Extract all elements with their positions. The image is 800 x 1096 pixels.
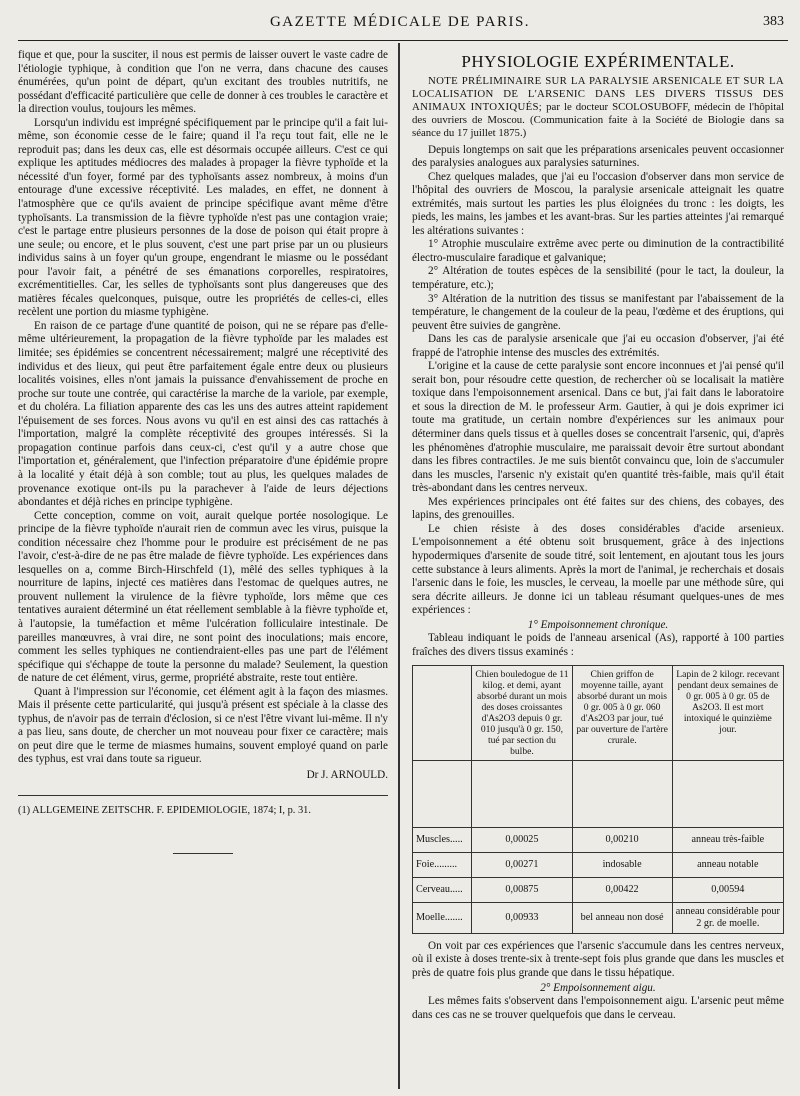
paragraph: fique et que, pour la susciter, il nous est permis de laisser ouvert le vaste cadre de l'étiologie typhique, à condition que l'on ne verra, dans chacune des causes énumérées, qu'un point de départ, qu'un excitant des troubles nutritifs, ne possédant d'efficacité particulière que celle de donner à ces troubles le caractère et la direction voulus, toujours les mêmes. xyxy=(18,49,388,116)
subheading-chronic: 1° Empoisonnement chronique. xyxy=(527,618,669,631)
arsenic-table xyxy=(412,665,784,934)
paragraph: 3° Altération de la nutrition des tissus se manifestant par l'abaissement de la température, le changement de la couleur de la peau, l'œdème et des éruptions, qui peuvent être suivies de gangrène. xyxy=(412,292,784,332)
table-row xyxy=(413,853,784,878)
table-header-dog-bulldog: Chien bouledogue de 11 kilog. et demi, ayant absorbé durant un mois des doses croissantes d'As2O3 depuis 0 gr. 010 jusqu'à 0 gr. 150, tué par section du bulbe. xyxy=(472,666,572,761)
table-row xyxy=(413,828,784,853)
note-author: par le docteur SCOLOSUBOFF, médecin de l'hôpital des ouvriers de Moscou. (Communication faite à la Société de Biologie dans sa séance du 17 juillet 1875.) xyxy=(412,100,784,139)
paragraph: 2° Altération de toutes espèces de la sensibilité (pour le tact, la douleur, la température, etc.); xyxy=(412,265,784,292)
cell: anneau très-faible xyxy=(672,828,783,853)
paragraph: Dans les cas de paralysie arsenicale que j'ai eu occasion d'observer, j'ai été frappé de l'atrophie intense des muscles des extrémités. xyxy=(412,333,784,359)
table-spacer xyxy=(672,761,783,828)
note-title: NOTE PRÉLIMINAIRE SUR LA PARALYSIE ARSENICALE ET SUR LA LOCALISATION DE L'ARSENIC DANS LES DIVERS TISSUS DES ANIMAUX INTOXIQUÉS; xyxy=(412,74,784,113)
paragraph: Mes expériences principales ont été faites sur des chiens, des cobayes, des lapins, des grenouilles. xyxy=(412,495,784,522)
column-divider xyxy=(398,43,400,1089)
cell: 0,00210 xyxy=(572,828,672,853)
cell: 0,00025 xyxy=(472,828,572,853)
footnote: (1) ALLGEMEINE ZEITSCHR. F. EPIDEMIOLOGIE, 1874; I, p. 31. xyxy=(18,804,311,816)
paragraph: Chez quelques malades, que j'ai eu l'occasion d'observer dans mon service de l'hôpital des ouvriers de Moscou, la paralysie arsenicale atteignait les quatre extrémités, mais surtout les parties les plus éloignées du tronc : les doigts, les pieds, les mains, les jambes et les avant-bras. Sur les parties atteintes j'ai remarqué les altérations suivantes : xyxy=(412,170,784,237)
paragraph: Le chien résiste à des doses considérables d'acide arsenieux. L'empoisonnement a été obtenu soit brusquement, grâce à des injections hypodermiques d'arsenite de soude titré, soit lentement, en ajoutant tous les jours cette substance à leurs aliments. Après la mort de l'animal, je recherchais et dosais l'arsenic dans le foie, les muscles, le cerveau, la moelle par une méthode sûre, qui sera décrite ailleurs. Je donne ici un tableau résumant quelques-unes de mes expériences : xyxy=(412,522,784,617)
row-label: Foie......... xyxy=(413,853,472,878)
paragraph: Les mêmes faits s'observent dans l'empoisonnement aigu. L'arsenic peut même dans ces cas ne se trouver quelquefois que dans le cerveau. xyxy=(412,995,784,1021)
table-intro: Tableau indiquant le poids de l'anneau arsenical (As), rapporté à 100 parties fraîches des divers tissus examinés : xyxy=(412,632,784,658)
header-rule xyxy=(18,40,788,41)
cell: bel anneau non dosé xyxy=(572,903,672,934)
table-row xyxy=(413,903,784,934)
row-label: Moelle....... xyxy=(413,903,472,934)
table-spacer xyxy=(572,761,672,828)
cell: anneau considérable pour 2 gr. de moelle. xyxy=(672,903,783,934)
table-spacer xyxy=(472,761,572,828)
note-heading xyxy=(412,75,784,140)
section-title: PHYSIOLOGIE EXPÉRIMENTALE. xyxy=(461,52,735,71)
cell: 0,00271 xyxy=(472,853,572,878)
cell: 0,00422 xyxy=(572,878,672,903)
cell: 0,00933 xyxy=(472,903,572,934)
end-rule xyxy=(173,853,233,854)
cell: anneau notable xyxy=(672,853,783,878)
row-label: Cerveau..... xyxy=(413,878,472,903)
left-column xyxy=(18,49,388,854)
paragraph: 1° Atrophie musculaire extrême avec perte ou diminution de la contractibilité électro-musculaire faradique et galvanique; xyxy=(412,238,784,264)
paragraph: Quant à l'impression sur l'économie, cet élément agit à la façon des miasmes. Mais il présente cette particularité, qui jusqu'à présent est spéciale à la classe des typhus, de n'avoir pas de terrain d'éclosion, si ce n'est l'être vivant lui-même. Il n'y a pas lieu, sans doute, de chercher un mot nouveau pour fixer ce caractère; mais on peut dire que le terme de miasmes humains, souvent employé quand on parle des typhus, est vrai dans toute sa rigueur. xyxy=(18,685,388,766)
cell: 0,00875 xyxy=(472,878,572,903)
right-column xyxy=(412,49,784,1022)
paragraph: Lorsqu'un individu est imprégné spécifiquement par le principe qu'il a fait lui-même, son économie cesse de le faire; quand il l'a reçu tout fait, elle ne le reproduit pas; dans les deux cas, elle est désormais occupée ailleurs. C'est ce qui explique les aptitudes médiocres des malades à propager la fièvre typhoïde et la nécessité d'un foyer, formé par des typhoïsants assez nombreux, à moins d'un entourage d'une excessive réceptivité. Les malades, en effet, ne donnent à l'atmosphère que ce qu'ils avaient de principe spécifique avant même d'être typhoïsants. La transmission de la fièvre typhoïde n'est pas une contagion vraie; c'est le partage entre plusieurs personnes de la dose de poison qui était propre à une seule; ou encore, et le plus souvent, c'est une part prise par un ou plusieurs individus sains à un foyer qu'un groupe, engendrant le miasme ou le possédant pour l'avoir fait, a pénétré de ses émanations corporelles, respiratoires, excrémentitielles. Car, les selles de typhoïsants sont plus dangereuses que des matières fécales quelconques, puisque, outre les propriétés de celles-ci, elles recèlent une portion du miasme typhigène. xyxy=(18,116,388,319)
table-header-rabbit: Lapin de 2 kilogr. recevant pendant deux semaines de 0 gr. 005 à 0 gr. 05 de As2O3. Il est mort intoxiqué le quinzième jour. xyxy=(672,666,783,761)
paragraph: Cette conception, comme on voit, aurait quelque portée nosologique. Le principe de la fièvre typhoïde n'aurait rien de commun avec les virus, puisque la condition nécessaire chez l'homme pour le produire est précisément de ne pas l'avoir, c'est-à-dire de ne pas être malade de fièvre typhoïde. Les expériences dans lesquelles on a, comme Birch-Hirschfeld (1), mêlé des selles typhiques à la nourriture de lapins, injecté ces matières dans l'estomac de quelques autres, ne prouvent nullement la virulence de la fièvre typhoïde, lors même que ces tentatives auraient déterminé un état réellement semblable à la fièvre typhoïde et, à l'autopsie, la tuméfaction et même l'ulcération folliculaire intestinale. De pareilles manœuvres, à vrai dire, ne sont point des inoculations; mais encore, comment les selles typhiques ne contiendraient-elles pas une part de l'élément spécifique qui s'échappe de toute la personne du malade? Seulement, la question de nature de cet élément, virus, germe, propriété abstraite, reste tout entière. xyxy=(18,509,388,685)
cell: indosable xyxy=(572,853,672,878)
paragraph: En raison de ce partage d'une quantité de poison, qui ne se répare pas d'elle-même ultérieurement, la propagation de la fièvre typhoïde par les malades est limitée; ses épidémies se concentrent nécessairement; malgré une réceptivité des individus et des lieux, qui peut être parfaitement égale entre deux ou plusieurs localités voisines, elles n'ont jamais la puissance d'envahissement de proche en proche sur toute une contrée, qui caractérise la marche de la variole, par exemple, et du choléra. La filiation apparente des cas les uns des autres atteint rapidement l'épuisement de ses forces. Nous avons vu qu'il en est ainsi des cas rattachés à l'importation, malgré la complète réceptivité des groupes intéressés. Si la propagation continue parfois dans ceux-ci, c'est qu'il y a autre chose que l'importation et, généralement, que l'infection préparatoire d'une épidémie propre à la localité y était déjà à son comble; tout au plus, les quelques malades de provenance exotique ont-ils pu la parachever à l'aide de leurs déjections abondantes et déjà riches en principe typhigène. xyxy=(18,319,388,509)
paragraph: Depuis longtemps on sait que les préparations arsenicales peuvent occasionner des paralysies analogues aux paralysies saturnines. xyxy=(412,143,784,170)
paragraph: On voit par ces expériences que l'arsenic s'accumule dans les centres nerveux, où il existe à doses trente-six à trente-sept fois plus grande que dans les muscles et près de quatre fois plus grande que dans le tissu hépatique. xyxy=(412,939,784,980)
signature: Dr J. ARNOULD. xyxy=(306,768,388,781)
row-label: Muscles..... xyxy=(413,828,472,853)
paragraph: L'origine et la cause de cette paralysie sont encore inconnues et j'ai pensé qu'il serait bon, pour résoudre cette question, de rechercher où se localisait la matière toxique dans l'empoisonnement arsenical. Dans ce but, j'ai fait dans le laboratoire et sous la direction de M. le professeur Arm. Gautier, à qui je dois exprimer ici toute ma gratitude, un certain nombre d'expériences sur les animaux pour déterminer dans quels tissus et à quelles doses se concentrait l'arsenic, qui, d'après les phénomènes d'atrophie musculaire, me paraissait devoir être surtout abondant dans les fibres contractiles. Je me suis bientôt convaincu que, loin de s'accumuler dans les muscles, l'arsenic n'y existait qu'en quantité très-faible, mais qu'il était très-abondant dans les centres nerveux. xyxy=(412,360,784,495)
page-number: 383 xyxy=(763,14,784,29)
table-corner xyxy=(413,666,472,761)
journal-title: GAZETTE MÉDICALE DE PARIS. xyxy=(269,14,531,30)
cell: 0,00594 xyxy=(672,878,783,903)
subheading-acute: 2° Empoisonnement aigu. xyxy=(540,981,656,994)
footnote-rule xyxy=(18,795,388,796)
table-header-dog-griffon: Chien griffon de moyenne taille, ayant absorbé durant un mois 0 gr. 005 à 0 gr. 060 d'As2O3 par jour, tué par ouverture de l'artère crurale. xyxy=(572,666,672,761)
table-spacer xyxy=(413,761,472,828)
page-header xyxy=(0,14,800,38)
table-row xyxy=(413,878,784,903)
